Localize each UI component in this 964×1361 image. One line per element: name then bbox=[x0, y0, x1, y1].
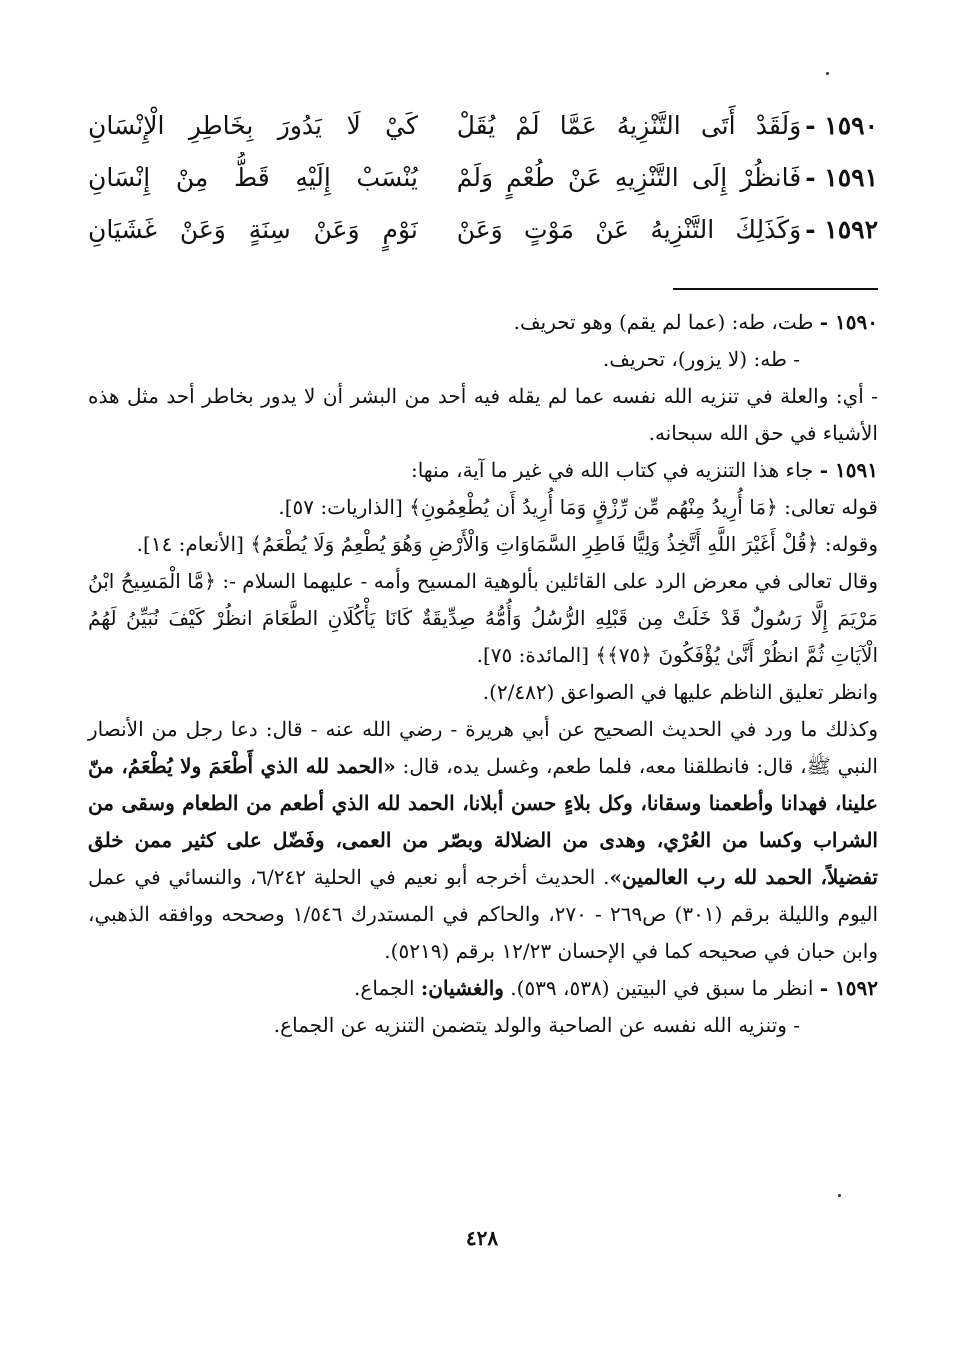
quran-reference: [المائدة: ٧٥]. bbox=[476, 643, 589, 667]
footnotes bbox=[88, 304, 878, 1044]
page-content bbox=[88, 100, 878, 1044]
scan-speck bbox=[838, 1194, 841, 1197]
verse-1591 bbox=[88, 152, 878, 204]
verse-intro: قوله تعالى: bbox=[784, 495, 878, 519]
verse-first-hemistich: فَانظُرْ إِلَى التَّنْزِيهِ عَنْ طُعْمٍ وَلَمْ bbox=[456, 163, 802, 192]
quran-quote: ﴿مَّا الْمَسِيحُ ابْنُ مَرْيَمَ إِلَّا رَسُولٌ قَدْ خَلَتْ مِن قَبْلِهِ الرُّسُلُ وَأُمُّهُ صِدِّيقَةٌ كَانَا يَأْكُلَانِ الطَّعَامَ انظُرْ كَيْفَ نُبَيِّنُ لَهُمُ الْآيَاتِ ثُمَّ انظُرْ أَنَّىٰ يُؤْفَكُونَ ﴿٧٥﴾﴾ bbox=[88, 569, 878, 667]
verse-number: ١٥٩١ - bbox=[805, 163, 878, 192]
footnote-text: طت، طه: (عما لم يقم) وهو تحريف. bbox=[513, 310, 814, 334]
poem-block bbox=[88, 100, 878, 256]
hadith-source: . الحديث أخرجه أبو نعيم في الحلية ٦/٢٤٢، والنسائي في عمل اليوم والليلة برقم (٣٠١) ص٢٦٩ - ٢٧٠، والحاكم في المستدرك ١/٥٤٦ وصححه ووافقه الذهبي، وابن حبان في صحيحه كما في الإحسان ١٢/٢٣ برقم (٥٢١٩). bbox=[88, 865, 878, 963]
verse-number: ١٥٩٢ - bbox=[805, 215, 878, 244]
footnote-number: ١٥٩٠ - bbox=[819, 310, 878, 334]
verse-1590 bbox=[88, 100, 878, 152]
page-number: ٤٢٨ bbox=[465, 1226, 499, 1250]
footnote-text: - طه: (لا يزور)، تحريف. bbox=[602, 347, 800, 371]
verse-intro: وقوله: bbox=[824, 532, 878, 556]
scan-speck bbox=[826, 72, 829, 75]
verse-second-hemistich: كَيْ لَا يَدُورَ بِخَاطِرِ الْإِنْسَانِ bbox=[88, 111, 418, 140]
verse-1592 bbox=[88, 204, 878, 256]
footnote-text: جاء هذا التنزيه في كتاب الله في غير ما آية، منها: bbox=[410, 458, 814, 482]
footnote-text: الجماع. bbox=[354, 976, 415, 1000]
verse-intro: وقال تعالى في معرض الرد على القائلين بألوهية المسيح وأمه - عليهما السلام -: bbox=[222, 569, 879, 593]
defined-term: والغشيان: bbox=[420, 976, 504, 1000]
verse-second-hemistich: يُنْسَبْ إِلَيْهِ قَطُّ مِنْ إِنْسَانِ bbox=[88, 163, 418, 192]
quran-reference: [الذاريات: ٥٧]. bbox=[278, 495, 403, 519]
quran-reference: [الأنعام: ١٤]. bbox=[136, 532, 244, 556]
verse-first-hemistich: وَلَقَدْ أَتَى التَّنْزِيهُ عَمَّا لَمْ يُقَلْ bbox=[456, 111, 802, 140]
footnote-text: - وتنزيه الله نفسه عن الصاحبة والولد يتضمن التنزيه عن الجماع. bbox=[273, 1013, 800, 1037]
footnote-number: ١٥٩٢ - bbox=[819, 976, 878, 1000]
footnote-1592 bbox=[88, 970, 878, 1044]
footnote-separator bbox=[673, 288, 878, 290]
verse-number: ١٥٩٠ - bbox=[805, 111, 878, 140]
footnote-1590 bbox=[88, 304, 878, 452]
footnote-1591 bbox=[88, 452, 878, 970]
hadith-intro: وكذلك ما ورد في الحديث الصحيح عن أبي هريرة - رضي الله عنه - قال: دعا رجل من الأنصار النبي ﷺ، قال: فانطلقنا معه، فلما طعم، وغسل يده، قال: bbox=[88, 717, 878, 778]
footnote-text: انظر ما سبق في البيتين (٥٣٨، ٥٣٩). bbox=[510, 976, 814, 1000]
footnote-number: ١٥٩١ - bbox=[819, 458, 878, 482]
footnote-text: - أي: والعلة في تنزيه الله نفسه عما لم يقله فيه أحد من البشر أن لا يدور بخاطر أحد مثل هذه الأشياء في حق الله سبحانه. bbox=[88, 384, 878, 445]
verse-first-hemistich: وَكَذَلِكَ التَّنْزِيهُ عَنْ مَوْتٍ وَعَنْ bbox=[456, 215, 802, 244]
quran-quote: ﴿قُلْ أَغَيْرَ اللَّهِ أَتَّخِذُ وَلِيًّا فَاطِرِ السَّمَاوَاتِ وَالْأَرْضِ وَهُوَ يُطْعِمُ وَلَا يُطْعَمُ﴾ bbox=[250, 532, 819, 556]
hadith-text: «الحمد لله الذي أَطْعَمَ ولا يُطْعَمُ، منّ علينا، فهدانا وأطعمنا وسقانا، وكل بلاءٍ حسن أبلانا، الحمد لله الذي أطعم من الطعام وسقى من الشراب وكسا من العُرْي، وهدى من الضلالة وبصّر من العمى، وفَضّل على كثير ممن خلق تفضيلاً، الحمد لله رب العالمين» bbox=[88, 754, 878, 889]
quran-quote: ﴿مَا أُرِيدُ مِنْهُم مِّن رِّزْقٍ وَمَا أُرِيدُ أَن يُطْعِمُونِ﴾ bbox=[409, 495, 778, 519]
cross-reference: وانظر تعليق الناظم عليها في الصواعق (٢/٤٨٢). bbox=[482, 680, 878, 704]
verse-second-hemistich: نَوْمٍ وَعَنْ سِنَةٍ وَعَنْ غَشَيَانِ bbox=[88, 215, 418, 244]
